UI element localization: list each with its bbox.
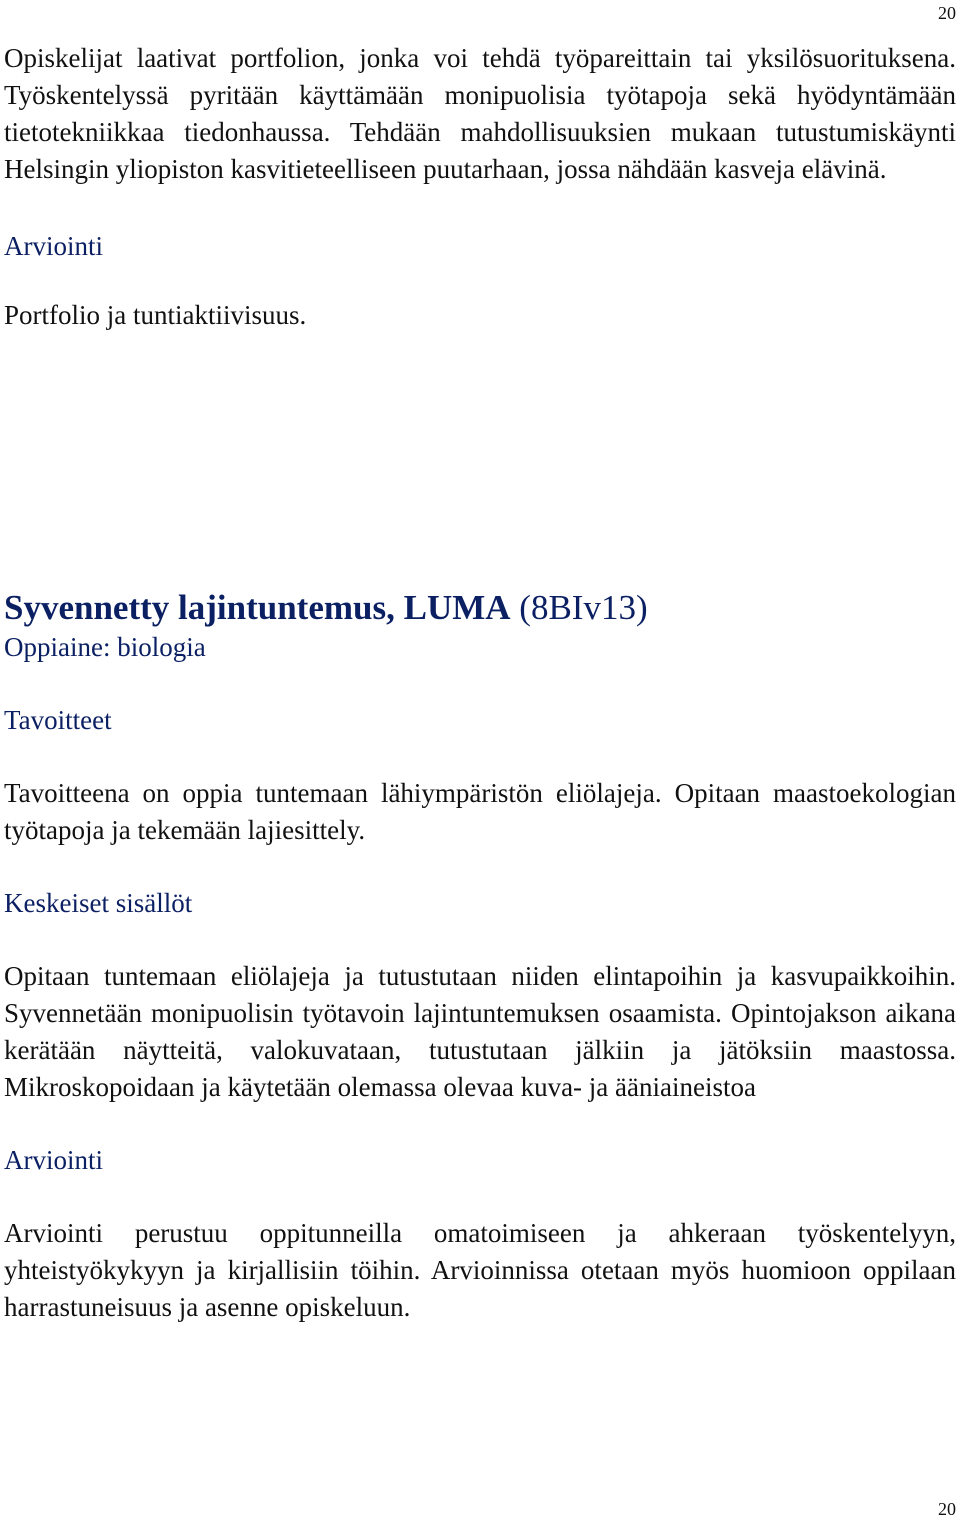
page-number-bottom: 20 bbox=[938, 1499, 956, 1519]
assessment-text-2: Arviointi perustuu oppitunneilla omatoimiseen ja ahkeraan työskentelyyn, yhteistyökykyyn ja kirjallisiin töihin. Arvioinnissa otetaan myös huomioon oppilaan harrastuneisuus ja asenne opiskeluun. bbox=[4, 1218, 956, 1322]
goals-heading: Tavoitteet bbox=[4, 705, 112, 735]
contents-text: Opitaan tuntemaan eliölajeja ja tutustutaan niiden elintapoihin ja kasvupaikkoihin. Syvennetään monipuolisin työtavoin lajintuntemuksen osaamista. Opintojakson aikana kerätään näytteitä, valokuvataan, tutustutaan jälkiin ja jätöksiin maastossa. Mikroskopoidaan ja käytetään olemassa olevaa kuva- ja ääniaineistoa bbox=[4, 961, 956, 1102]
course-code: (8BIv13) bbox=[519, 588, 648, 627]
course-title bbox=[4, 587, 956, 629]
document-body bbox=[4, 40, 956, 1326]
assessment-heading-2: Arviointi bbox=[4, 1145, 103, 1175]
contents-heading: Keskeiset sisällöt bbox=[4, 888, 193, 918]
page-number-top: 20 bbox=[938, 3, 956, 23]
assessment-heading-1: Arviointi bbox=[4, 231, 103, 261]
portfolio-paragraph: Opiskelijat laativat portfolion, jonka voi tehdä työpareittain tai yksilösuorituksena. Työskentelyssä pyritään käyttämään monipuolisia työtapoja sekä hyödyntämään tietotekniikkaa tiedonhaussa. Tehdään mahdollisuuksien mukaan tutustumiskäynti Helsingin yliopiston kasvitieteelliseen puutarhaan, jossa nähdään kasveja elävinä. bbox=[4, 43, 956, 184]
assessment-text-1: Portfolio ja tuntiaktiivisuus. bbox=[4, 300, 307, 330]
goals-text: Tavoitteena on oppia tuntemaan lähiympäristön eliölajeja. Opitaan maastoekologian työtapoja ja tekemään lajiesittely. bbox=[4, 778, 956, 845]
course-title-name: Syvennetty lajintuntemus, LUMA bbox=[4, 588, 511, 627]
course-subject: Oppiaine: biologia bbox=[4, 632, 206, 662]
